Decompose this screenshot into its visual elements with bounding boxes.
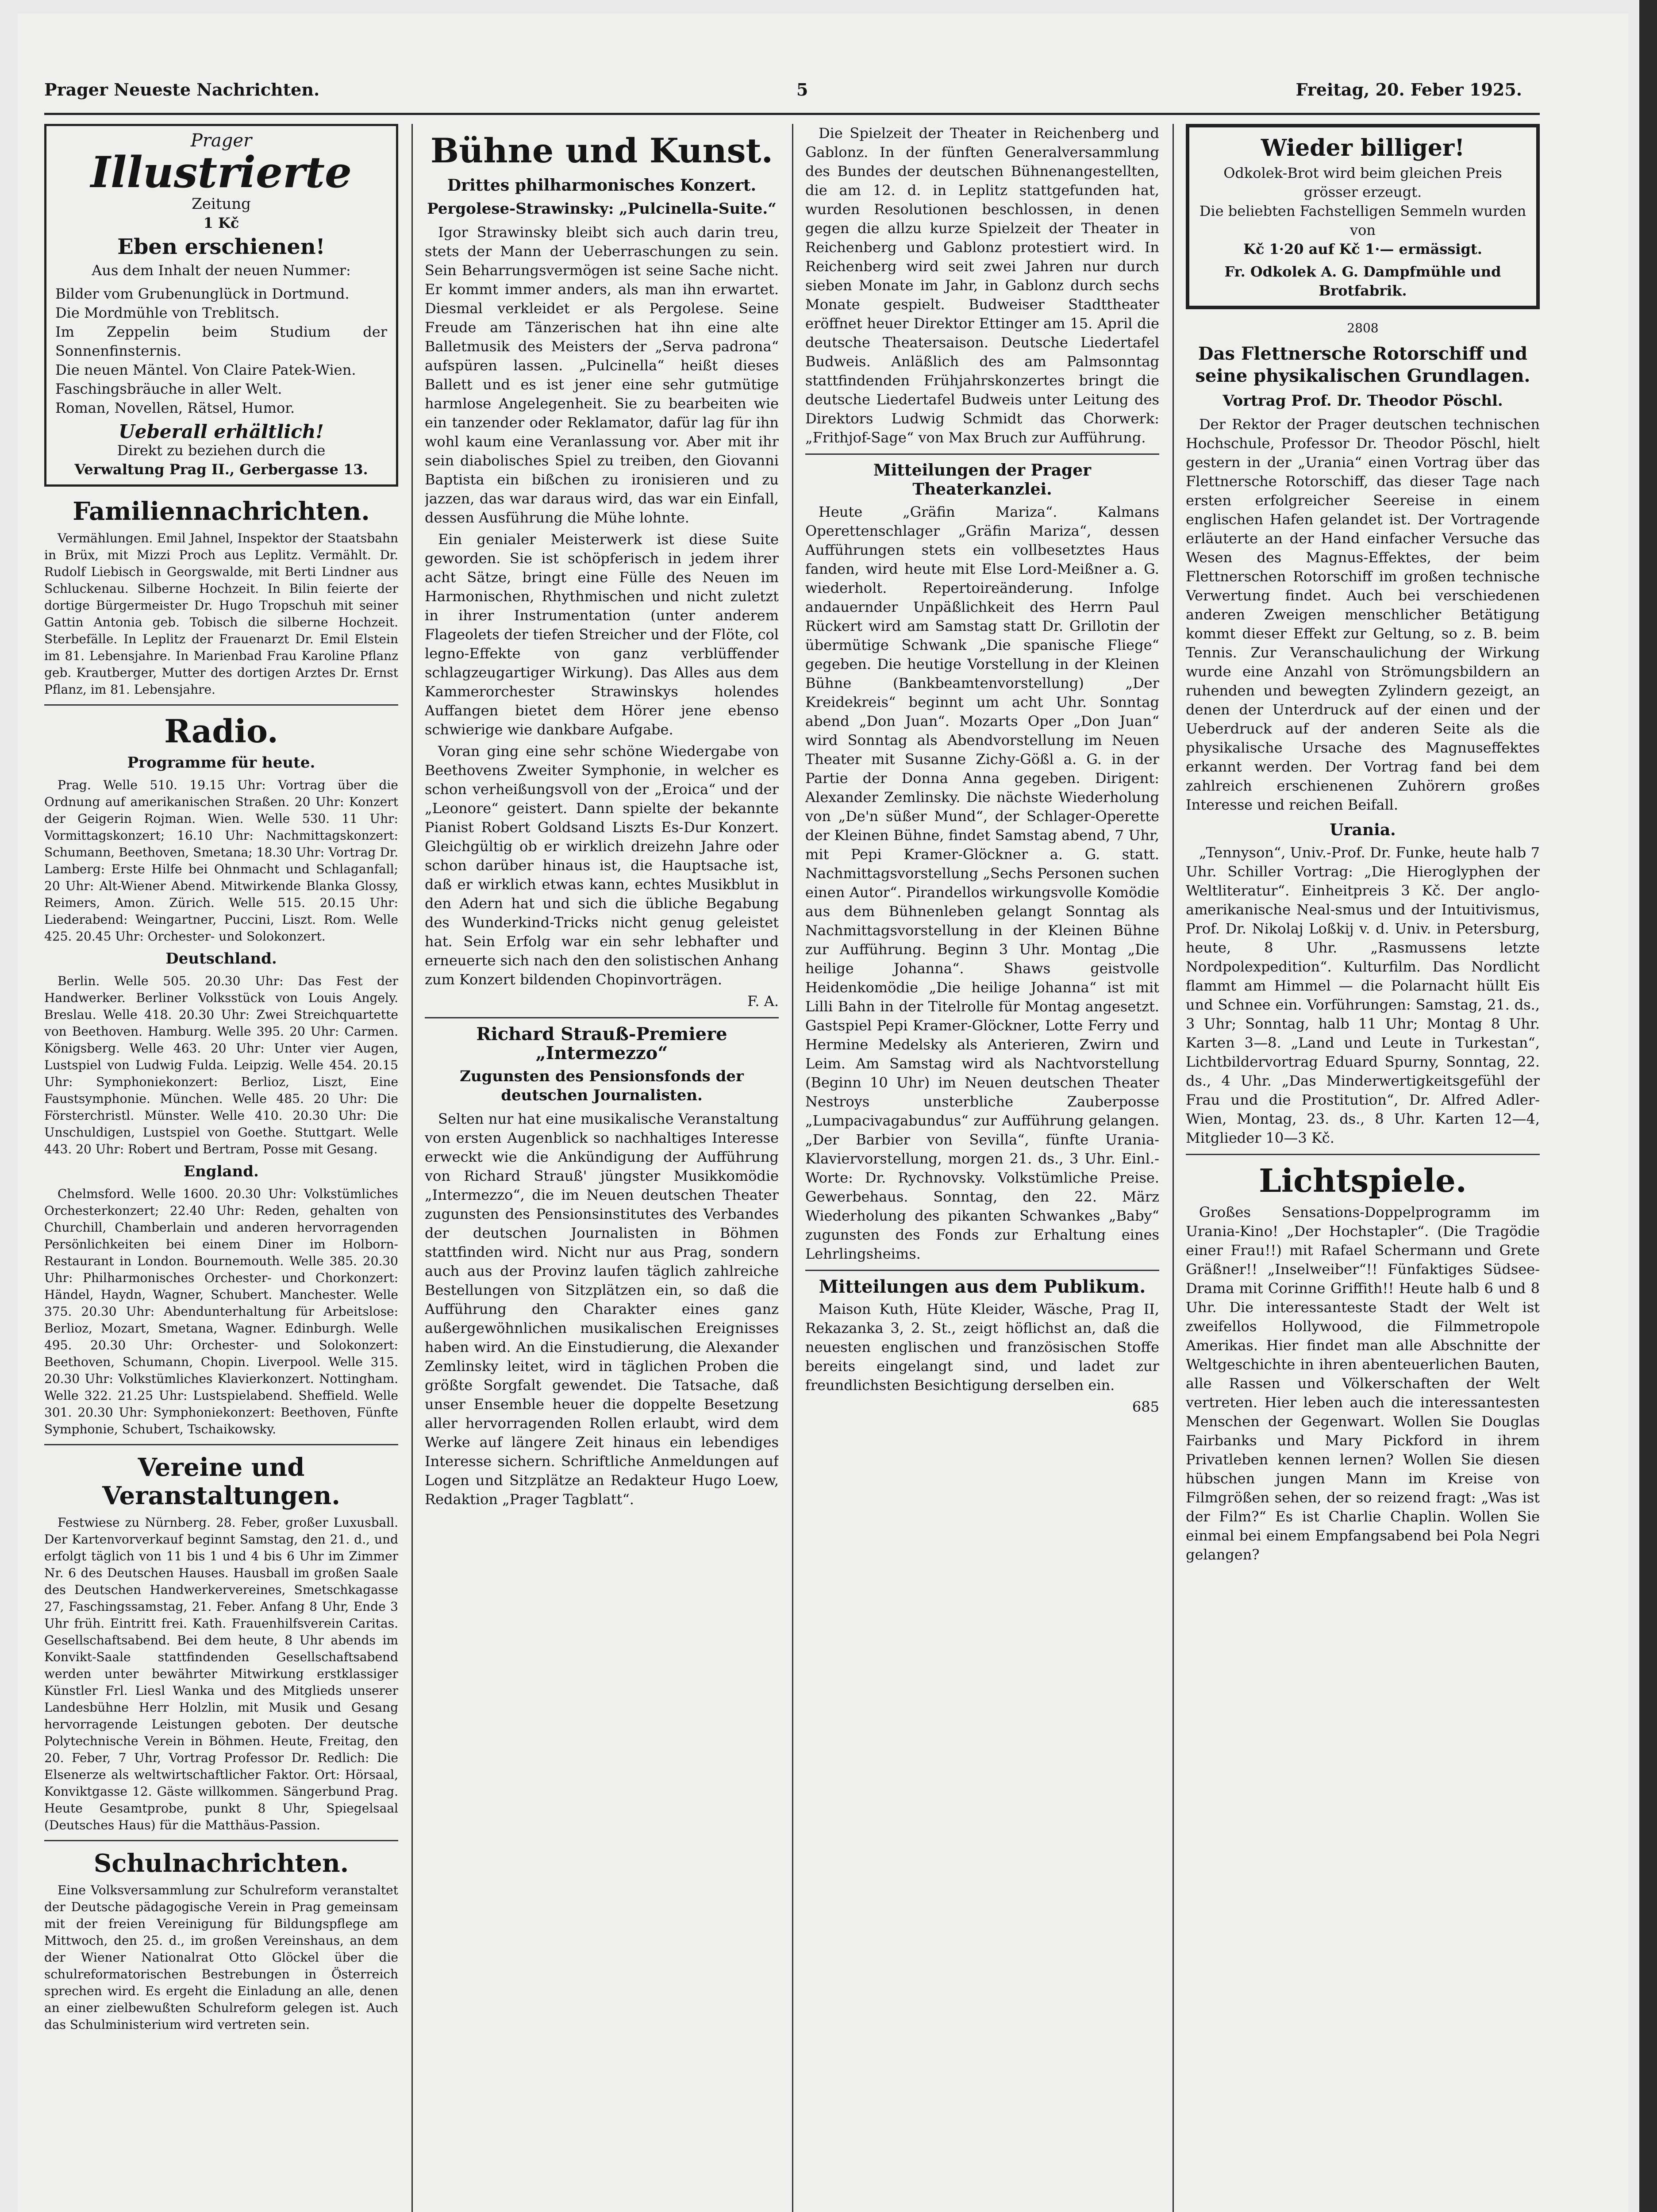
family-text: Vermählungen. Emil Jahnel, Inspektor der Staatsbahn in Brüx, mit Mizzi Proch aus Leplitz. Vermählt. Dr. Rudolf Liebisch in Georgswalde, mit Berti Lindner aus Schluckenau. Silberne Hochzeit. In Bilin feierte der dortige Bürgermeister Dr. Hugo Tropschuh mit seiner Gattin Antonia geb. Tobisch die silberne Hochzeit. Sterbefälle. In Leplitz der Frauenarzt Dr. Emil Elstein im 81. Lebensjahre. In Marienbad Frau Karoline Pflanz geb. Krautberger, Mutter des dortigen Arztes Dr. Ernst Pflanz, im 81. Lebensjahre. bbox=[44, 531, 398, 697]
rotor-title: Das Flettnersche Rotorschiff und seine physikalischen Grundlagen. bbox=[1195, 343, 1530, 386]
phil-paragraph: Igor Strawinsky bleibt sich auch darin treu, stets der Mann der Ueberraschungen zu sein. Sein Beharrungsvermögen ist seine Sache nicht. Er kommt immer anders, als man ihn erwartet. Diesmal verkleidet er als Pergolese. Seine Freude am Tänzerischen hat ihn eine alte Balletmusik des Meisters der „Serva padrona“ aufspüren lassen. „Pulcinella“ heißt dieses Ballett und es ist jener eine sehr gutmütige harmlose Angelegenheit. Sie zu bearbeiten wie ein tanzender oder Reklamator, dafür lag für ihn wohl kaum eine Veranlassung vor. Aber mit ihr sein diabolisches Spiel zu treiben, den Giovanni Baptista ein bißchen zu ironisieren und zu jazzen, das war daraus wird, das war ein Einfall, dessen Ausführung die Mühe lohnte. bbox=[425, 224, 779, 526]
ad-items bbox=[55, 284, 387, 418]
ad-address: Verwaltung Prag II., Gerbergasse 13. bbox=[74, 461, 368, 478]
ad-item: Die Mordmühle von Treblitsch. bbox=[55, 304, 280, 321]
urania-text: „Tennyson“, Univ.-Prof. Dr. Funke, heute halb 7 Uhr. Schiller Vortrag: „Die Hieroglyphen der Weltliteratur“. Einheitpreis 3 Kč. Der anglo-amerikanische Neal-smus und der Intuitivismus, Prof. Dr. Nikolaj Loßkij v. d. Univ. in Petersburg, heute, 8 Uhr. „Rasmussens letzte Nordpolexpedition“. Kulturfilm. Das Nordlicht flammt am Himmel — die Polarnacht hüllt Eis und Schnee ein. Vorführungen: Samstag, 21. ds., 3 Uhr; Sonntag, halb 11 Uhr; Montag 8 Uhr. Karten 3—8. „Land und Leute in Turkestan“, Lichtbildervortrag Eduard Spurny, Sonntag, 22. ds., 4 Uhr. „Das Minderwertigkeitsgefühl der Frau und die Prostitution“, Dr. Alfred Adler-Wien, Montag, 23. ds., 8 Uhr. Karten 12—4, Mitglieder 10—3 Kč. bbox=[1186, 844, 1540, 1146]
divider bbox=[805, 453, 1159, 455]
ad-item: Bilder vom Grubenunglück in Dortmund. bbox=[55, 285, 350, 302]
phil-paragraph: Ein genialer Meisterwerk ist diese Suite geworden. Sie ist schöpferisch in jedem ihrer acht Sätze, bringt eine Fülle des Neuen im Harmonischen, Rhythmischen und nicht zuletzt in ihrer Instrumentation (unter anderem Flageolets der tiefen Streicher und der Flöte, col legno-Effekte von ganz verblüffender schlagzeugartiger Wirkung). Das Alles aus dem Kammerorchester Strawinskys holendes Auffangen bietet dem Hörer jene ebenso schwierige wie dankbare Aufgabe. bbox=[425, 531, 779, 738]
column-1 bbox=[44, 124, 398, 2036]
buehne-title: Bühne und Kunst. bbox=[430, 131, 773, 170]
urania-title: Urania. bbox=[1330, 821, 1396, 839]
phil-signature: F. A. bbox=[747, 993, 779, 1010]
ad-brand: Illustrierte bbox=[90, 147, 352, 197]
newspaper-name: Prager Neueste Nachrichten. bbox=[44, 80, 320, 100]
spielzeit-text: Die Spielzeit der Theater in Reichenberg und Gablonz. In der fünften Generalversammlung des Bundes der deutschen Bühnenangestellten, die am 12. d. in Leplitz stattgefunden hat, wurden Resolutionen beschlossen, in denen gegen die allzu kurze Spielzeit der Theater in Reichenberg und Gablonz protestiert wird. In Reichenberg wird seit zwei Jahren nur durch sieben Monate im Jahr, in Gablonz durch sechs Monate gespielt. Budweiser Stadttheater eröffnet heuer Direktor Ettinger am 15. April die deutsche Theatersaison. Deutsche Liedertafel Budweis. Anläßlich des am Palmsonntag stattfindenden Frühjahrskonzertes bringt die deutsche Liedertafel Budweis unter Leitung des Direktors Ludwig Schmidt das Chorwerk: „Frithjof-Sage“ von Max Bruch zur Aufführung. bbox=[805, 125, 1159, 446]
strauss-subtitle: Zugunsten des Pensionsfonds der deutschen Journalisten. bbox=[460, 1068, 744, 1104]
ad-item: Die neuen Mäntel. Von Claire Patek-Wien. bbox=[55, 361, 356, 378]
ad-item: Im Zeppelin beim Studium der Sonnenfinsternis. bbox=[55, 323, 387, 359]
divider bbox=[425, 1017, 779, 1018]
header-rule bbox=[44, 113, 1540, 115]
ad-price: 1 Kč bbox=[203, 215, 239, 231]
lichtspiele-title: Lichtspiele. bbox=[1259, 1162, 1467, 1199]
phil-paragraph: Voran ging eine sehr schöne Wiedergabe von Beethovens Zweiter Symphonie, in welcher es schon verheißungsvoll von der „Eroica“ und der „Leonore“ geistert. Dann spielte der bekannte Pianist Robert Goldsand Liszts Es-Dur Konzert. Gleichgültig ob er wirklich dreizehn Jahre oder schon darüber hinaus ist, die Hauptsache ist, daß er wirklich etwas kann, echtes Musikblut in den Adern hat und sich die übliche Begabung des Wunderkind-Tricks nicht genug geleistet hat. Sein Erfolg war ein sehr lebhafter und erneuerte sich nach den den solistischen Anhang zum Konzert bildenden Chopinvorträgen. bbox=[425, 743, 779, 988]
odkolek-ad bbox=[1186, 124, 1540, 309]
publikum-title: Mitteilungen aus dem Publikum. bbox=[819, 1276, 1146, 1297]
schul-text: Eine Volksversammlung zur Schulreform veranstaltet der Deutsche pädagogische Verein in Prag gemeinsam mit der freien Vereinigung für Bildungspflege am Mittwoch, den 25. d., im großen Vereinshaus, an dem der Wiener Nationalrat Otto Glöckel über die schulreformatorischen Bestrebungen in Österreich sprechen wird. Es ergeht die Einladung an alle, denen an einer zielbewußten Schulreform gelegen ist. Auch das Schulministerium wird vertreten sein. bbox=[44, 1883, 398, 2032]
phil-subtitle: Pergolese-Strawinsky: „Pulcinella-Suite.“ bbox=[427, 200, 777, 218]
column-divider bbox=[792, 124, 793, 2212]
issue-date: Freitag, 20. Feber 1925. bbox=[1296, 80, 1522, 100]
divider bbox=[805, 1270, 1159, 1271]
ad-overall: Ueberall erhältlich! bbox=[119, 421, 324, 442]
ad-brand-sub: Zeitung bbox=[192, 195, 251, 213]
mitteilungen-text: Heute „Gräfin Mariza“. Kalmans Operettenschlager „Gräfin Mariza“, dessen Aufführungen stets ein vollbesetztes Haus fanden, wird heute mit Else Lord-Meißner a. G. wiederholt. Repertoireänderung. Infolge andauernder Unpäßlichkeit des Herrn Paul Rückert wird am Samstag statt Dr. Grillotin der übermütige Schwank „Die spanische Fliege“ gegeben. Die heutige Vorstellung in der Kleinen Bühne (Bankbeamtenvorstellung) „Der Kreidekreis“ beginnt um acht Uhr. Sonntag abend „Don Juan“. Mozarts Oper „Don Juan“ wird Sonntag als Abendvorstellung im Neuen Theater mit Susanne Zichy-Gößl a. G. in der Partie der Donna Anna gegeben. Dirigent: Alexander Zemlinsky. Die nächste Wiederholung von „De'n süßer Mund“, der Schlager-Operette der Kleinen Bühne, findet Samstag abend, 7 Uhr, mit Pepi Kramer-Glöckner a. G. statt. Nachmittagsvorstellung „Sechs Personen suchen einen Autor“. Pirandellos wirkungsvolle Komödie aus dem Bühnenleben gelangt Sonntag als Nachmittagsvorstellung in der Kleinen Bühne zur Aufführung. Beginn 3 Uhr. Montag „Die heilige Johanna“. Shaws geistvolle Heidenkomödie „Die heilige Johanna“ ist mit Lilli Bahn in der Titelrolle für Montag angesetzt. Gastspiel Pepi Kramer-Glöckner, Lotte Ferry und Hermine Medelsky als Anterieren, Zwirn und Leim. Am Samstag wird als Nachtvorstellung (Beginn 10 Uhr) im Neuen deutschen Theater Nestroys unsterbliche Zauberposse „Lumpacivagabundus“ zur Aufführung gelangen. „Der Barbier von Sevilla“, fünfte Urania-Klaviervorstellung, morgen 21. ds., 3 Uhr. Einl.-Worte: Dr. Rychnovsky. Volkstümliche Preise. Gewerbehaus. Sonntag, den 22. März Wiederholung des pikanten Schwankes „Baby“ zugunsten des Fonds zur Erhaltung eines Lehrlingsheims. bbox=[805, 503, 1159, 1262]
vereine-text: Festwiese zu Nürnberg. 28. Feber, großer Luxusball. Der Kartenvorverkauf beginnt Samstag, den 21. d., und erfolgt täglich von 11 bis 1 und 4 bis 6 Uhr im Zimmer Nr. 6 des Deutschen Hauses. Hausball im großen Saale des Deutschen Handwerkervereines, Smetschkagasse 27, Faschingssamstag, 21. Feber. Anfang 8 Uhr, Ende 3 Uhr früh. Eintritt frei. Kath. Frauenhilfsverein Caritas. Gesellschaftsabend. Bei dem heute, 8 Uhr abends im Konvikt-Saale stattfindenden Gesellschaftsabend werden unter bewährter Mitwirkung erstklassiger Künstler Frl. Liesl Wanka und des Mitglieds unserer Landesbühne Herr Holzlin, mit Musik und Gesang hervorragende Leistungen geboten. Der deutsche Polytechnische Verein in Böhmen. Heute, Freitag, den 20. Feber, 7 Uhr, Vortrag Professor Dr. Redlich: Die Elsenerze als weltwirtschaftlicher Faktor. Ort: Hörsaal, Konviktgasse 12. Gäste willkommen. Sängerbund Prag. Heute Gesamtprobe, punkt 8 Uhr, Spiegelsaal (Deutsches Haus) für die Matthäus-Passion. bbox=[44, 1515, 398, 1832]
divider bbox=[1186, 1154, 1540, 1155]
ad-direct: Direkt zu beziehen durch die bbox=[117, 442, 326, 459]
england-text: Chelmsford. Welle 1600. 20.30 Uhr: Volkstümliches Orchesterkonzert; 22.40 Uhr: Reden, gehalten von Churchill, Chamberlain und anderen hervorragenden Persönlichkeiten bei einem Diner im Holborn-Restaurant in London. Bournemouth. Welle 385. 20.30 Uhr: Philharmonisches Orchester- und Chorkonzert: Händel, Haydn, Wagner, Schubert. Manchester. Welle 375. 20.30 Uhr: Abendunterhaltung für Arbeitslose: Berlioz, Mozart, Smetana, Wagner. Edinburgh. Welle 495. 20.30 Uhr: Orchester- und Solokonzert: Beethoven, Schumann, Chopin. Liverpool. Welle 315. 20.30 Uhr: Volkstümliches Klavierkonzert. Nottingham. Welle 322. 21.25 Uhr: Lustspielabend. Sheffield. Welle 301. 20.30 Uhr: Symphoniekonzert: Beethoven, Fünfte Symphonie, Schubert, Tschaikowsky. bbox=[44, 1187, 398, 1436]
column-divider bbox=[411, 124, 413, 2212]
radio-text: Prag. Welle 510. 19.15 Uhr: Vortrag über die Ordnung auf amerikanischen Straßen. 20 Uhr: Konzert der Geigerin Rojman. Wien. Welle 530. 11 Uhr: Vormittagskonzert; 16.10 Uhr: Nachmittagskonzert: Schumann, Beethoven, Smetana; 18.30 Uhr: Vortrag Dr. Lamberg: Erste Hilfe bei Ohnmacht und Schlaganfall; 20 Uhr: Alt-Wiener Abend. Mitwirkende Blanka Glossy, Reimers, Amon. Zürich. Welle 515. 20.15 Uhr: Liederabend: Weingartner, Puccini, Liszt. Rom. Welle 425. 20.45 Uhr: Orchester- und Solokonzert. bbox=[44, 778, 398, 944]
family-title: Familiennachrichten. bbox=[73, 497, 370, 526]
odkolek-title: Wieder billiger! bbox=[1261, 134, 1465, 161]
germany-title: Deutschland. bbox=[165, 950, 277, 968]
divider bbox=[44, 1444, 398, 1445]
schul-title: Schulnachrichten. bbox=[93, 1849, 349, 1878]
column-4 bbox=[1186, 124, 1540, 1567]
phil-title: Drittes philharmonisches Konzert. bbox=[447, 176, 757, 195]
illustrierte-ad bbox=[44, 124, 398, 487]
publikum-text: Maison Kuth, Hüte Kleider, Wäsche, Prag II, Rekazanka 3, 2. St., zeigt höflichst an, daß die neuesten englischen und französischen Stoffe bereits eingelangt sind, und ladet zur freundlichsten Besichtigung derselben ein. bbox=[805, 1301, 1159, 1394]
radio-title: Radio. bbox=[164, 712, 278, 750]
scan-edge bbox=[1639, 0, 1657, 2212]
newspaper-page bbox=[18, 13, 1628, 2212]
ad-number: 2808 bbox=[1347, 321, 1379, 335]
mitteilungen-title: Mitteilungen der Prager Theaterkanzlei. bbox=[873, 461, 1092, 499]
column-2 bbox=[425, 124, 779, 1512]
odkolek-line: Die beliebten Fachstelligen Semmeln wurden von bbox=[1199, 203, 1526, 238]
odkolek-line: Kč 1·20 auf Kč 1·— ermässigt. bbox=[1243, 241, 1482, 257]
odkolek-line: Odkolek-Brot wird beim gleichen Preis grösser erzeugt. bbox=[1223, 165, 1502, 200]
lichtspiele-text: Großes Sensations-Doppelprogramm im Urania-Kino! „Der Hochstapler“. (Die Tragödie einer Frau!!) mit Rafael Schermann und Grete Gräßner!! „Inselweiber“!! Fünfaktiges Südsee-Drama mit Corinne Griffith!! Heute halb 6 und 8 Uhr. Die interessanteste Stadt der Welt ist zweifellos Hollywood, die Filmmetropole Amerikas. Hier findet man alle Abschnitte der Weltgeschichte in ihren abenteuerlichen Bauten, alle Rassen und Völkerschaften der Welt vertreten. Hier leben auch die interessantesten Menschen der Gegenwart. Wollen Sie Douglas Fairbanks und Mary Pickford in ihrem Privatleben kennen lernen? Wollen Sie diesen hübschen jungen Mann im Kreise von Filmgrößen sehen, der so reizend fragt: „Was ist der Film?“ Es ist Charlie Chaplin. Wollen Sie einmal bei einem Empfangsabend bei Pola Negri gelangen? bbox=[1186, 1204, 1540, 1563]
vereine-title: Vereine und Veranstaltungen. bbox=[102, 1453, 340, 1510]
germany-text: Berlin. Welle 505. 20.30 Uhr: Das Fest der Handwerker. Berliner Volksstück von Louis Angely. Breslau. Welle 418. 20.30 Uhr: Zwei Streichquartette von Beethoven. Hamburg. Welle 395. 20 Uhr: Carmen. Königsberg. Welle 463. 20 Uhr: Unter vier Augen, Lustspiel von Ludwig Fulda. Leipzig. Welle 454. 20.15 Uhr: Symphoniekonzert: Berlioz, Liszt, Eine Faustsymphonie. München. Welle 485. 20 Uhr: Die Försterchristl. Münster. Welle 410. 20.30 Uhr: Die Unschuldigen, Lustspiel von Goethe. Stuttgart. Welle 443. 20 Uhr: Robert und Bertram, Posse mit Gesang. bbox=[44, 974, 398, 1156]
publikum-number: 685 bbox=[1132, 1398, 1159, 1415]
england-title: England. bbox=[184, 1163, 259, 1180]
rotor-text: Der Rektor der Prager deutschen technischen Hochschule, Professor Dr. Theodor Pöschl, hielt gestern in der „Urania“ einen Vortrag über das Flettnersche Rotorschiff, das dieser Tage nach ersten erfolgreicher Seereise in einem englischen Hafen gelandet ist. Der Vortragende erläuterte an der Hand einfacher Versuche das Wesen des Magnus-Effektes, der beim Flettnerschen Rotorschiff im großen technische Verwertung findet. Auch bei verschiedenen anderen Zweigen menschlicher Betätigung kommt dieser Effekt zur Geltung, so z. B. beim Tennis. Zur Veranschaulichung der Wirkung wurde eine Anzahl von Strömungsbildern an ruhenden und bewegten Zylindern gezeigt, an denen der Unterdruck auf der einen und der Ueberdruck auf der anderen Seite als die physikalische Ursache des Magnuseffektes erkannt werden. Der Vortrag fand bei dem zahlreich erschienenen Zuhörern großes Interesse und reichen Beifall. bbox=[1186, 416, 1540, 813]
divider bbox=[44, 704, 398, 706]
ad-item: Roman, Novellen, Rätsel, Humor. bbox=[55, 399, 295, 416]
column-3 bbox=[805, 124, 1159, 1417]
ad-intro: Aus dem Inhalt der neuen Nummer: bbox=[92, 262, 351, 279]
strauss-title: Richard Strauß-Premiere „Intermezzo“ bbox=[476, 1024, 727, 1064]
strauss-text: Selten nur hat eine musikalische Veranstaltung von ersten Augenblick so nachhaltiges Interesse erweckt wie die Ankündigung der Aufführung von Richard Strauß' jüngster Musikkomödie „Intermezzo“, die im Neuen deutschen Theater zugunsten des Pensionsinstitutes des Verbandes der deutschen Journalisten in Böhmen stattfinden wird. Nicht nur aus Prag, sondern auch aus der Provinz laufen täglich zahlreiche Bestellungen von Sitzplätzen ein, so daß die Aufführung den Charakter eines ganz außergewöhnlichen musikalischen Ereignisses haben wird. An die Einstudierung, die Alexander Zemlinsky leitet, wird in täglichen Proben die größte Sorgfalt gewendet. Die Tatsache, daß unser Ensemble heuer die doppelte Besetzung aller hervorragenden Rollen erlaubt, wird dem Werke auf längere Zeit hinaus ein lebendiges Interesse sichern. Schriftliche Anmeldungen auf Logen und Sitzplätze an Redakteur Hugo Loew, Redaktion „Prager Tagblatt“. bbox=[425, 1110, 779, 1508]
rotor-subtitle: Vortrag Prof. Dr. Theodor Pöschl. bbox=[1223, 392, 1503, 410]
page-header bbox=[44, 80, 1522, 106]
radio-subtitle: Programme für heute. bbox=[127, 754, 315, 772]
column-divider bbox=[1173, 124, 1174, 2212]
page-number: 5 bbox=[796, 80, 808, 100]
divider bbox=[44, 1840, 398, 1841]
ad-item: Faschingsbräuche in aller Welt. bbox=[55, 380, 282, 397]
ad-brand-top: Prager bbox=[190, 131, 252, 151]
ad-headline: Eben erschienen! bbox=[117, 234, 325, 259]
odkolek-firm: Fr. Odkolek A. G. Dampfmühle und Brotfabrik. bbox=[1224, 263, 1501, 299]
